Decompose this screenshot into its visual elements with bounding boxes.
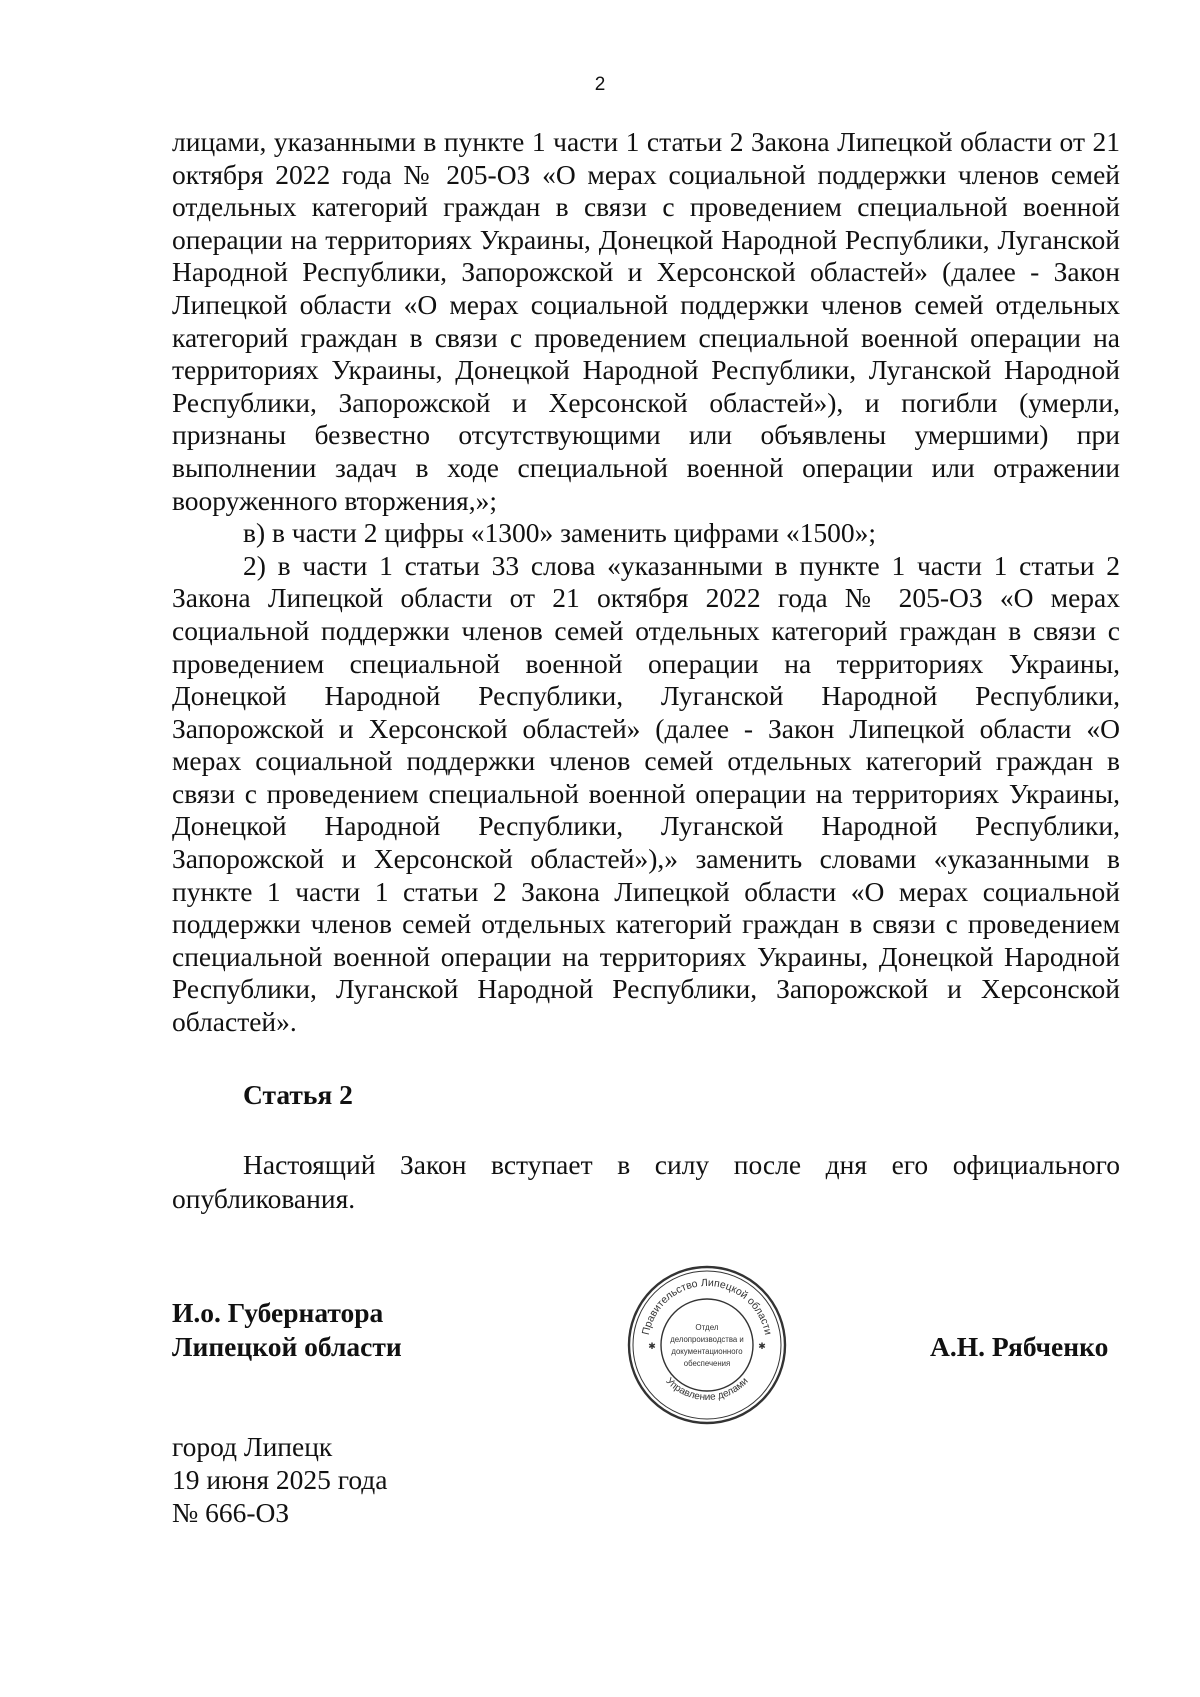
article-heading: Статья 2: [243, 1079, 353, 1110]
article-text: [172, 1148, 1120, 1216]
seal-inner-line-4: обеспечения: [683, 1359, 731, 1368]
seal-inner-line-2: делопроизводства и: [670, 1335, 744, 1344]
seal-star-right: ✱: [758, 1341, 766, 1351]
paragraph-item-2: 2) в части 1 статьи 33 слова «указанными в пункте 1 части 1 статьи 2 Закона Липецкой области от 21 октября 2022 года № 205-ОЗ «О мерах социальной поддержки членов семей отдельных категорий граждан в связи с проведением специальной военной операции на территориях Украины, Донецкой Народной Республики, Луганской Народной Республики, Запорожской и Херсонской областей» (далее - Закон Липецкой области «О мерах социальной поддержки членов семей отдельных категорий граждан в связи с проведением специальной военной операции на территориях Украины, Донецкой Народной Республики, Луганской Народной Республики, Запорожской и Херсонской областей»),» заменить словами «указанными в пункте 1 части 1 статьи 2 Закона Липецкой области «О мерах социальной поддержки членов семей отдельных категорий граждан в связи с проведением специальной военной операции на территориях Украины, Донецкой Народной Республики, Луганской Народной Республики, Запорожской и Херсонской областей».: [172, 549, 1120, 1038]
seal-bottom-text: Управление делами: [663, 1375, 751, 1404]
law-number: № 666-ОЗ: [172, 1497, 290, 1528]
document-body: [172, 126, 1120, 1039]
paragraph-continuation: лицами, указанными в пункте 1 части 1 статьи 2 Закона Липецкой области от 21 октября 2022 года № 205-ОЗ «О мерах социальной поддержки членов семей отдельных категорий граждан в связи с проведением специальной военной операции на территориях Украины, Донецкой Народной Республики, Луганской Народной Республики, Запорожской и Херсонской областей» (далее - Закон Липецкой области «О мерах социальной поддержки членов семей отдельных категорий граждан в связи с проведением специальной военной операции на территориях Украины, Донецкой Народной Республики, Луганской Народной Республики, Запорожской и Херсонской областей»), и погибли (умерли, признаны безвестно отсутствующими или объявлены умершими) при выполнении задач в ходе специальной военной операции или отражении вооруженного вторжения,»;: [172, 126, 1120, 516]
paragraph-item-v: в) в части 2 цифры «1300» заменить цифрами «1500»;: [243, 517, 876, 549]
signer-name: А.Н. Рябченко: [930, 1331, 1109, 1362]
seal-graphic: [626, 1264, 788, 1426]
page-number: 2: [594, 74, 606, 95]
signer-title-line-1: И.о. Губернатора: [172, 1297, 384, 1328]
seal-outer-text: Правительство Липецкой области: [639, 1276, 775, 1337]
signer-title-line-2: Липецкой области: [172, 1331, 402, 1362]
official-seal: [626, 1264, 788, 1426]
seal-star-left: ✱: [648, 1341, 656, 1351]
date: 19 июня 2025 года: [172, 1464, 388, 1495]
seal-inner-line-1: Отдел: [695, 1323, 719, 1332]
article-paragraph: Настоящий Закон вступает в силу после дня его официального опубликования.: [172, 1149, 1120, 1214]
place-date-block: [172, 1430, 388, 1529]
seal-inner-line-3: документационного: [671, 1347, 743, 1356]
city: город Липецк: [172, 1431, 333, 1462]
signer-title: [172, 1296, 402, 1364]
